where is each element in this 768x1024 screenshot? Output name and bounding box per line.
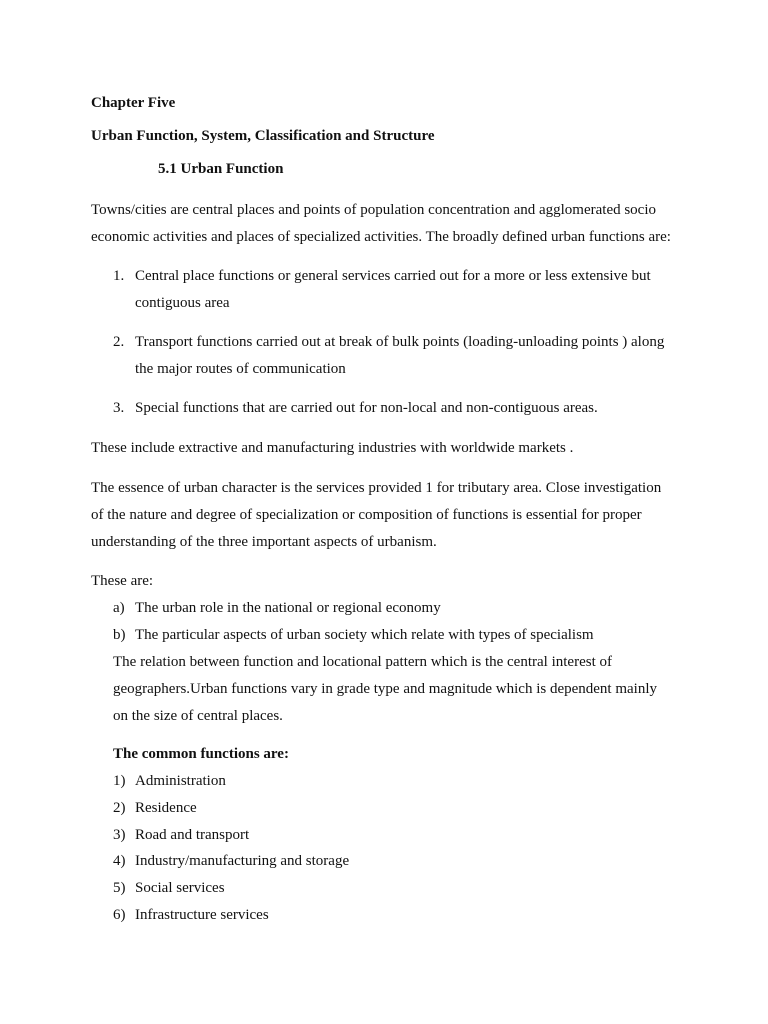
chapter-title: Urban Function, System, Classification and Structure <box>91 128 435 144</box>
chapter-label: Chapter Five <box>91 95 176 111</box>
common-function-item: Industry/manufacturing and storage <box>135 853 350 869</box>
essence-line-2: of the nature and degree of specialization or composition of functions is essential for proper <box>91 507 642 523</box>
common-function-number: 5) <box>113 880 126 896</box>
list-item-continuation: contiguous area <box>135 295 230 311</box>
list-number: 3. <box>113 400 125 416</box>
intro-line-2: economic activities and places of specialized activities. The broadly defined urban functions are: <box>91 229 671 245</box>
list-number: 2. <box>113 334 125 350</box>
aspect-label: b) <box>113 627 126 643</box>
aspect-item: The particular aspects of urban society which relate with types of specialism <box>135 627 594 643</box>
list-item: Central place functions or general services carried out for a more or less extensive but <box>135 268 651 284</box>
common-function-item: Social services <box>135 880 225 896</box>
relation-line-3: on the size of central places. <box>113 708 283 724</box>
common-function-number: 3) <box>113 827 126 843</box>
common-function-number: 1) <box>113 773 126 789</box>
aspect-item: The urban role in the national or regional economy <box>135 600 441 616</box>
relation-line-1: The relation between function and locational pattern which is the central interest of <box>113 654 612 670</box>
aspect-label: a) <box>113 600 125 616</box>
essence-line-1: The essence of urban character is the services provided 1 for tributary area. Close investigation <box>91 480 662 496</box>
paragraph-extractive: These include extractive and manufacturing industries with worldwide markets . <box>91 440 574 456</box>
essence-line-3: understanding of the three important aspects of urbanism. <box>91 534 437 550</box>
intro-line-1: Towns/cities are central places and points of population concentration and agglomerated socio <box>91 202 657 218</box>
common-function-number: 6) <box>113 907 126 923</box>
common-function-item: Road and transport <box>135 827 250 843</box>
list-item-continuation: the major routes of communication <box>135 361 346 377</box>
list-number: 1. <box>113 268 125 284</box>
list-item: Special functions that are carried out for non-local and non-contiguous areas. <box>135 400 598 416</box>
common-function-number: 2) <box>113 800 126 816</box>
common-function-item: Infrastructure services <box>135 907 269 923</box>
relation-line-2: geographers.Urban functions vary in grade type and magnitude which is dependent mainly <box>113 681 658 697</box>
common-function-number: 4) <box>113 853 126 869</box>
common-function-item: Administration <box>135 773 226 789</box>
section-heading: 5.1 Urban Function <box>158 161 284 177</box>
common-function-item: Residence <box>135 800 197 816</box>
common-functions-heading: The common functions are: <box>113 746 289 762</box>
these-are-label: These are: <box>91 573 154 589</box>
list-item: Transport functions carried out at break of bulk points (loading-unloading points ) along <box>135 334 665 350</box>
